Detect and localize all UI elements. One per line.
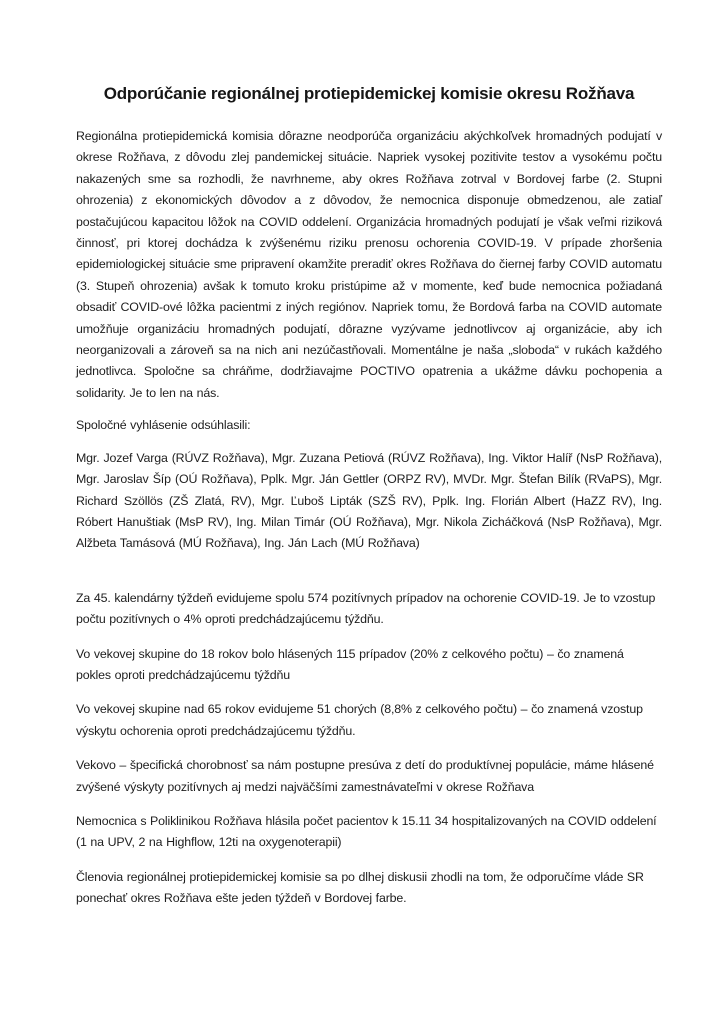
stat-paragraph-over65: Vo vekovej skupine nad 65 rokov evidujeme 51 chorých (8,8% z celkového počtu) – čo znamená vzostup výskytu ochorenia oproti predchádzajúcemu týždňu. [76, 702, 643, 738]
document-content [76, 82, 662, 923]
stat-paragraph-under18: Vo vekovej skupine do 18 rokov bolo hlásených 115 prípadov (20% z celkového počtu) – čo znamená pokles oproti predchádzajúcemu týždňu [76, 646, 624, 682]
stat-paragraph-age-specific-morbidity: Vekovo – špecifická chorobnosť sa nám postupne presúva z detí do produktívnej populácie, máme hlásené zvýšené výskyty pozitívnych aj medzi najväčšími zamestnávateľmi v okrese Rožňava [76, 758, 654, 794]
signatories-paragraph: Mgr. Jozef Varga (RÚVZ Rožňava), Mgr. Zuzana Petiová (RÚVZ Rožňava), Ing. Viktor Halíř (NsP Rožňava), Mgr. Jaroslav Šíp (OÚ Rožňava), Pplk. Mgr. Ján Gettler (ORPZ RV), MVDr. Mgr. Štefan Bilík (RVaPS), Mgr. Richard Szöllös (ZŠ Zlatá, RV), Mgr. Ľuboš Lipták (SZŠ RV), Pplk. Ing. Florián Albert (HaZZ RV), Ing. Róbert Hanuštiak (MsP RV), Ing. Milan Timár (OÚ Rožňava), Mgr. Nikola Zicháčková (NsP Rožňava), Mgr. Alžbeta Tamásová (MÚ Rožňava), Ing. Ján Lach (MÚ Rožňava) [76, 450, 662, 551]
intro-paragraph: Regionálna protiepidemická komisia dôrazne neodporúča organizáciu akýchkoľvek hromadných podujatí v okrese Rožňava, z dôvodu zlej pandemickej situácie. Napriek vysokej pozitivite testov a vysokému počtu nakazených sme sa rozhodli, že navrhneme, aby okres Rožňava zotrval v Bordovej farbe (2. Stupni ohrozenia) z ekonomických dôvodov a z dôvodov, že nemocnica disponuje obmedzenou, ale zatiaľ postačujúcou kapacitou lôžok na COVID oddelení. Organizácia hromadných podujatí je však veľmi riziková činnosť, pri ktorej dochádza k zvýšenému riziku prenosu ochorenia COVID-19. V prípade zhoršenia epidemiologickej situácie sme pripravení okamžite preradiť okres Rožňava do čiernej farby COVID automatu (3. Stupeň ohrozenia) avšak k tomuto kroku pristúpime až v momente, keď bude nemocnica požiadaná obsadiť COVID-ové lôžka pacientmi z iných regiónov. Napriek tomu, že Bordová farba na COVID automate umožňuje organizáciu hromadných podujatí, dôrazne vyzývame jednotlivcov aj organizácie, aby ich neorganizovali a zároveň sa na nich ani nezúčastňovali. Momentálne je naša „sloboda“ v rukách každého jednotlivca. Spoločne sa chráňme, dodržiavajme POCTIVO opatrenia a ukážme dávku pochopenia a solidarity. Je to len na nás. [76, 129, 662, 400]
stat-paragraph-hospitalized: Nemocnica s Poliklinikou Rožňava hlásila počet pacientov k 15.11 34 hospitalizovaných na COVID oddelení (1 na UPV, 2 na Highflow, 12ti na oxygenoterapii) [76, 813, 657, 850]
stat-paragraph-week45-cases: Za 45. kalendárny týždeň evidujeme spolu 574 pozitívnych prípadov na ochorenie COVID-19. Je to vzostup počtu pozitívnych o 4% oproti predchádzajúcemu týždňu. [76, 590, 656, 627]
statement-heading: Spoločné vyhlásenie odsúhlasili: [76, 418, 251, 433]
document-title: Odporúčanie regionálnej protiepidemickej komisie okresu Rožňava [103, 84, 635, 103]
conclusion-paragraph: Členovia regionálnej protiepidemickej komisie sa po dlhej diskusii zhodli na tom, že odporučíme vláde SR ponechať okres Rožňava ešte jeden týždeň v Bordovej farbe. [76, 869, 644, 906]
